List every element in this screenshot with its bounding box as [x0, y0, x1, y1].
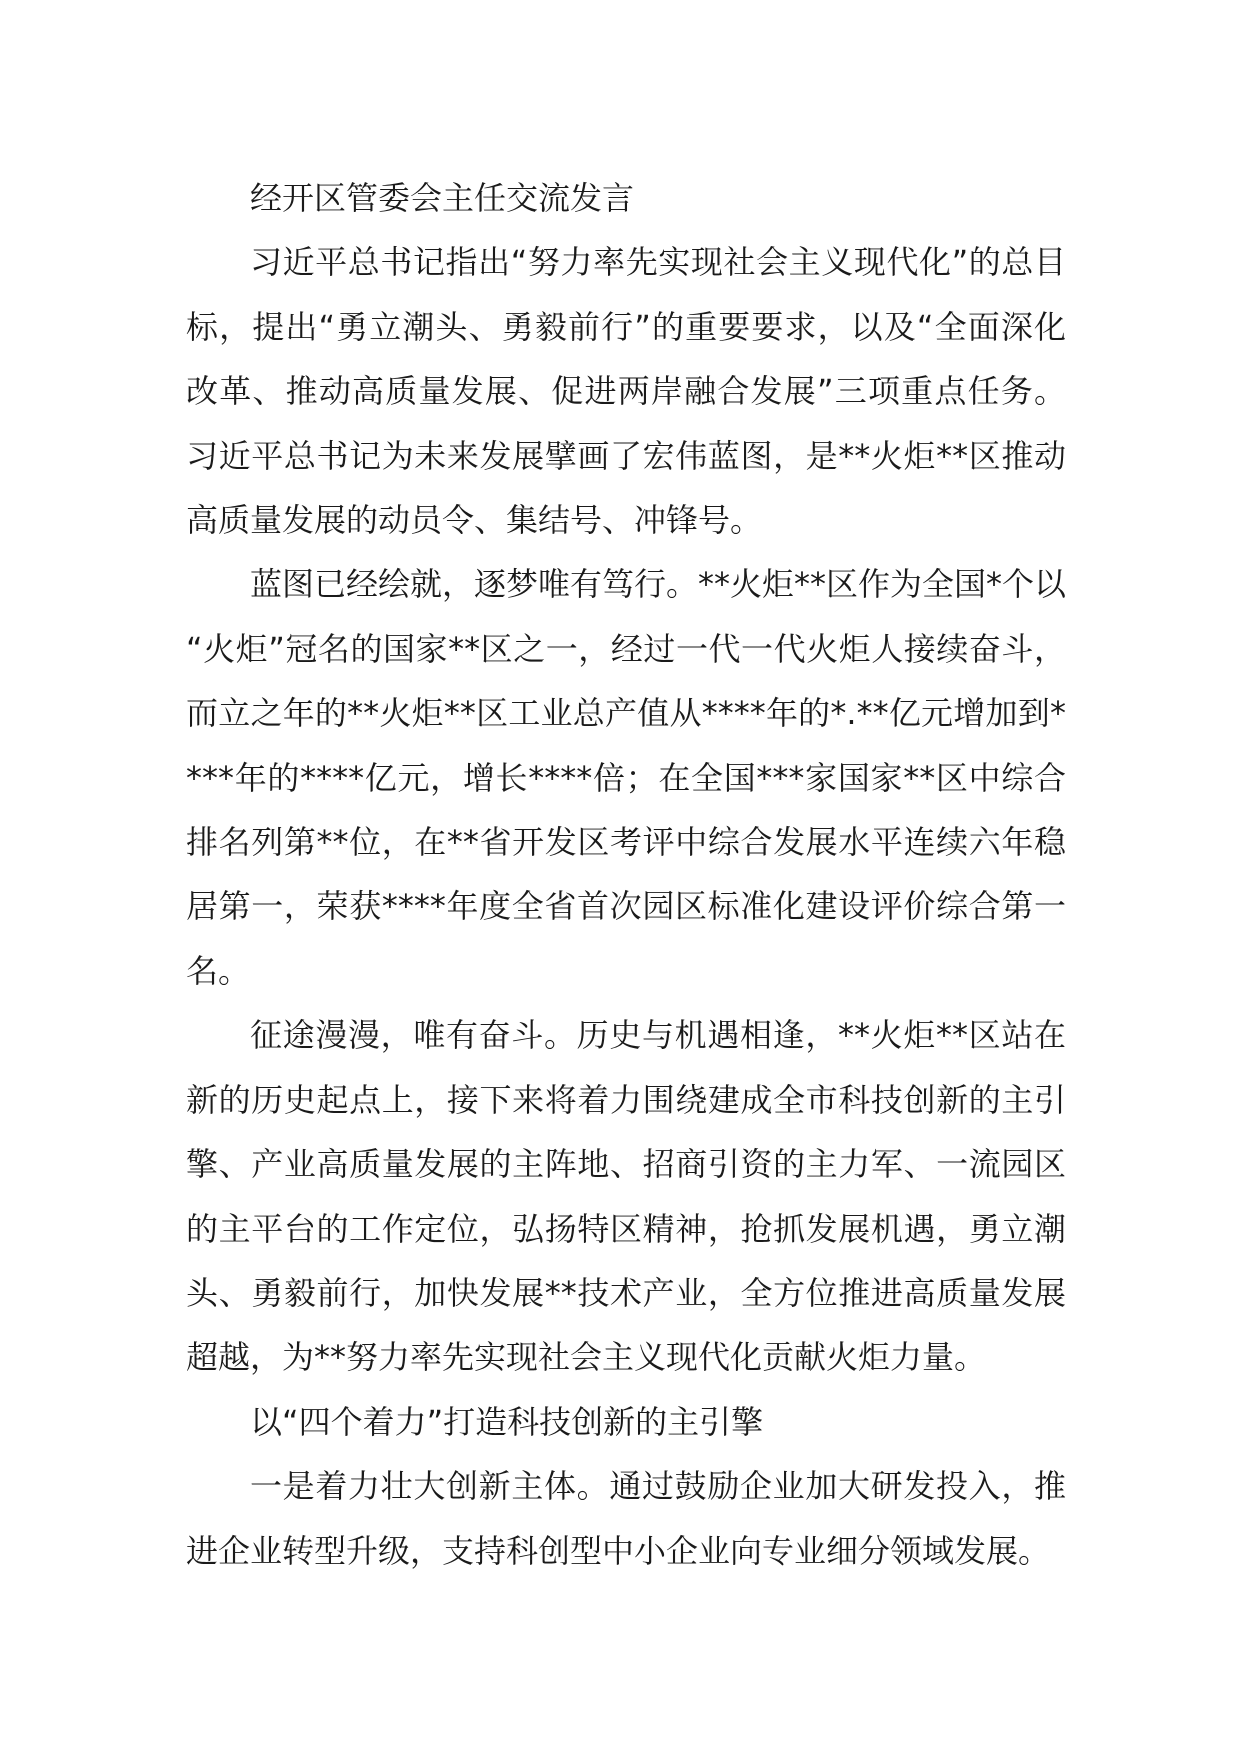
paragraph-blueprint: 蓝图已经绘就，逐梦唯有笃行。**火炬**区作为全国*个以“火炬”冠名的国家**区之一，经过一代一代火炬人接续奋斗，而立之年的**火炬**区工业总产值从****年的*.**亿元增加到****年的****亿元，增长****倍；在全国***家国家**区中综合排名列第**位，在**省开发区考评中综合发展水平连续六年稳居第一，荣获****年度全省首次园区标准化建设评价综合第一名。	[186, 565, 1067, 990]
paragraph-journey: 征途漫漫，唯有奋斗。历史与机遇相逢，**火炬**区站在新的历史起点上，接下来将着力围绕建成全市科技创新的主引擎、产业高质量发展的主阵地、招商引资的主力军、一流园区的主平台的工作定位，弘扬特区精神，抢抓发展机遇，勇立潮头、勇毅前行，加快发展**技术产业，全方位推进高质量发展超越，为**努力率先实现社会主义现代化贡献火炬力量。	[186, 1016, 1066, 1377]
document-body	[186, 166, 1066, 1583]
document-title: 经开区管委会主任交流发言	[250, 179, 635, 217]
section-heading: 以“四个着力”打造科技创新的主引擎	[250, 1402, 764, 1441]
paragraph-point-one: 一是着力壮大创新主体。通过鼓励企业加大研发投入，推进企业转型升级，支持科创型中小企业向专业细分领域发展。	[186, 1467, 1066, 1570]
paragraph-intro: 习近平总书记指出“努力率先实现社会主义现代化”的总目标，提出“勇立潮头、勇毅前行”的重要要求，以及“全面深化改革、推动高质量发展、促进两岸融合发展”三项重点任务。习近平总书记为未来发展擘画了宏伟蓝图，是**火炬**区推动高质量发展的动员令、集结号、冲锋号。	[186, 243, 1066, 540]
